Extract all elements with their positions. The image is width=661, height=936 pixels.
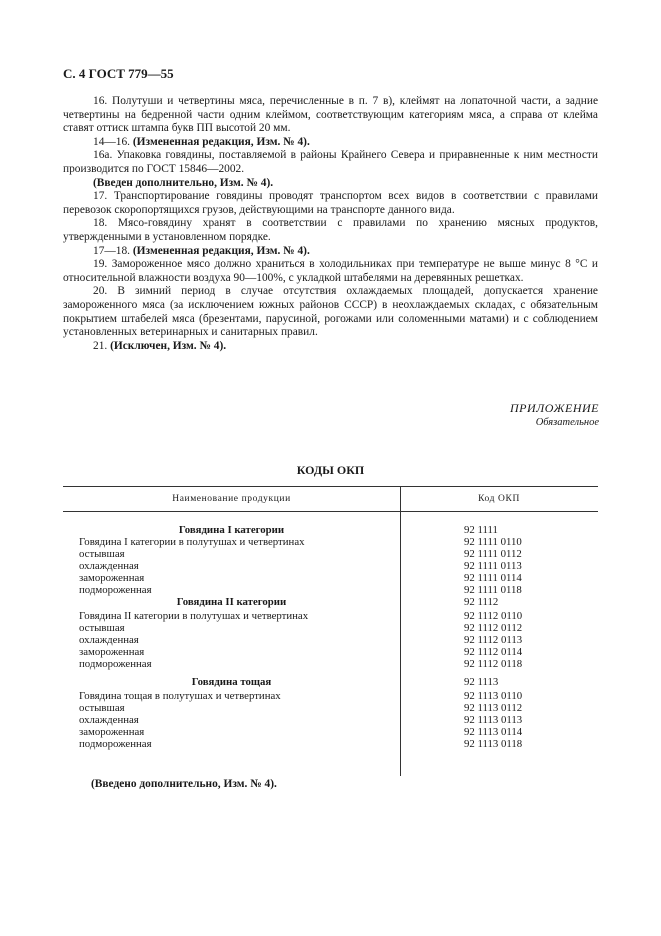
okp-code: 92 1111 0110 [464, 536, 522, 548]
product-name: охлажденная [79, 634, 139, 646]
okp-code: 92 1112 0118 [464, 658, 523, 670]
table-row [63, 560, 598, 572]
table-row [63, 714, 598, 726]
product-name: остывшая [79, 702, 125, 714]
table-group-row [63, 524, 598, 536]
paragraph-prefix: 17—18. [93, 244, 133, 257]
footer-note: (Введено дополнительно, Изм. № 4). [91, 778, 277, 790]
product-name: Говядина I категории [178, 524, 285, 536]
table-row [63, 738, 598, 750]
paragraph-text: 18. Мясо-говядину хранят в соответствии с правилами по хранению мясных продуктов, утвержденными в установленном порядке. [63, 217, 598, 243]
table-row [63, 634, 598, 646]
okp-code: 92 1112 0112 [464, 622, 523, 634]
product-name: подмороженная [79, 658, 152, 670]
table-title: КОДЫ ОКП [296, 463, 365, 477]
paragraph-prefix: 14—16. [93, 135, 133, 148]
paragraph [63, 136, 598, 150]
product-name: Говядина I категории в полутушах и четвертинах [79, 536, 305, 548]
paragraph [63, 258, 598, 285]
table-group-row [63, 676, 598, 688]
paragraph [63, 95, 598, 136]
amendment-note: (Исключен, Изм. № 4). [110, 339, 227, 352]
table-row [63, 726, 598, 738]
okp-code: 92 1113 0112 [464, 702, 523, 714]
product-name: охлажденная [79, 714, 139, 726]
okp-code: 92 1111 0113 [464, 560, 522, 572]
paragraph [63, 177, 598, 191]
product-name: подмороженная [79, 584, 152, 596]
product-name: замороженная [79, 726, 145, 738]
paragraph-text: 16а. Упаковка говядины, поставляемой в районы Крайнего Севера и приравненные к ним местности производится по ГОСТ 15846—2002. [63, 149, 598, 175]
okp-code: 92 1113 0114 [464, 726, 523, 738]
paragraph-text: 19. Замороженное мясо должно храниться в холодильниках при температуре не выше минус 8 °С и относительной влажности воздуха 90—100%, с укладкой штабелями на деревянных решетках. [63, 258, 598, 284]
product-name: Говядина II категории в полутушах и четвертинах [79, 610, 309, 622]
okp-code: 92 1111 0114 [464, 572, 522, 584]
okp-code: 92 1112 [464, 596, 499, 608]
table-group-row [63, 596, 598, 608]
amendment-note: (Измененная редакция, Изм. № 4). [132, 244, 310, 257]
table-row [63, 658, 598, 670]
paragraph [63, 190, 598, 217]
product-name: остывшая [79, 548, 125, 560]
table-header [63, 487, 598, 512]
table-row [63, 702, 598, 714]
table-row [63, 610, 598, 622]
okp-code: 92 1113 0110 [464, 690, 523, 702]
table-row [63, 536, 598, 548]
product-name: остывшая [79, 622, 125, 634]
paragraph-text: 17. Транспортирование говядины проводят транспортом всех видов в соответствии с правилами перевозок скоропортящихся грузов, действующими на транспорте данного вида. [63, 190, 598, 216]
amendment-note: (Введен дополнительно, Изм. № 4). [93, 176, 274, 189]
paragraph [63, 217, 598, 244]
paragraph [63, 149, 598, 176]
table-body [63, 512, 598, 776]
paragraph-prefix: 21. [93, 339, 111, 352]
okp-code: 92 1111 0118 [464, 584, 522, 596]
okp-code: 92 1113 0118 [464, 738, 523, 750]
page-header: С. 4 ГОСТ 779—55 [63, 66, 174, 81]
document-body [63, 95, 598, 353]
paragraph [63, 245, 598, 259]
product-name: Говядина II категории [176, 596, 287, 608]
okp-code: 92 1111 0112 [464, 548, 522, 560]
table-row [63, 646, 598, 658]
table-row [63, 548, 598, 560]
paragraph-text: 20. В зимний период в случае отсутствия охлаждаемых площадей, допускается хранение замороженного мяса (за исключением южных районов СССР) в неохлаждаемых складах, с обязательным покрытием штабелей мяса (брезентами, парусиной, рогожами или соломенными матами) и с соблюдением установленных ветеринарных и санитарных правил. [63, 285, 598, 339]
product-name: подмороженная [79, 738, 152, 750]
column-header-code: Код ОКП [478, 494, 520, 504]
okp-code: 92 1113 [464, 676, 499, 688]
okp-code: 92 1112 0114 [464, 646, 523, 658]
appendix-subtitle: Обязательное [535, 417, 599, 428]
okp-code: 92 1113 0113 [464, 714, 523, 726]
paragraph [63, 285, 598, 339]
paragraph-text: 16. Полутуши и четвертины мяса, перечисленные в п. 7 в), клеймят на лопаточной части, а задние четвертины на бедренной части одним клеймом, соответствующим категориям мяса, а справа от клейма ставят оттиск штампа букв ПП высотой 20 мм. [63, 95, 598, 135]
product-name: замороженная [79, 646, 145, 658]
appendix-heading [510, 401, 599, 428]
table-row [63, 572, 598, 584]
table-row [63, 622, 598, 634]
okp-codes-table [63, 486, 598, 776]
table-row [63, 690, 598, 702]
okp-code: 92 1111 [464, 524, 498, 536]
appendix-title: ПРИЛОЖЕНИЕ [510, 401, 599, 415]
paragraph [63, 340, 598, 354]
product-name: замороженная [79, 572, 145, 584]
product-name: Говядина тощая в полутушах и четвертинах [79, 690, 281, 702]
product-name: охлажденная [79, 560, 139, 572]
table-row [63, 584, 598, 596]
product-name: Говядина тощая [191, 676, 272, 688]
column-header-name: Наименование продукции [172, 494, 291, 504]
okp-code: 92 1112 0110 [464, 610, 523, 622]
okp-code: 92 1112 0113 [464, 634, 523, 646]
amendment-note: (Измененная редакция, Изм. № 4). [132, 135, 310, 148]
